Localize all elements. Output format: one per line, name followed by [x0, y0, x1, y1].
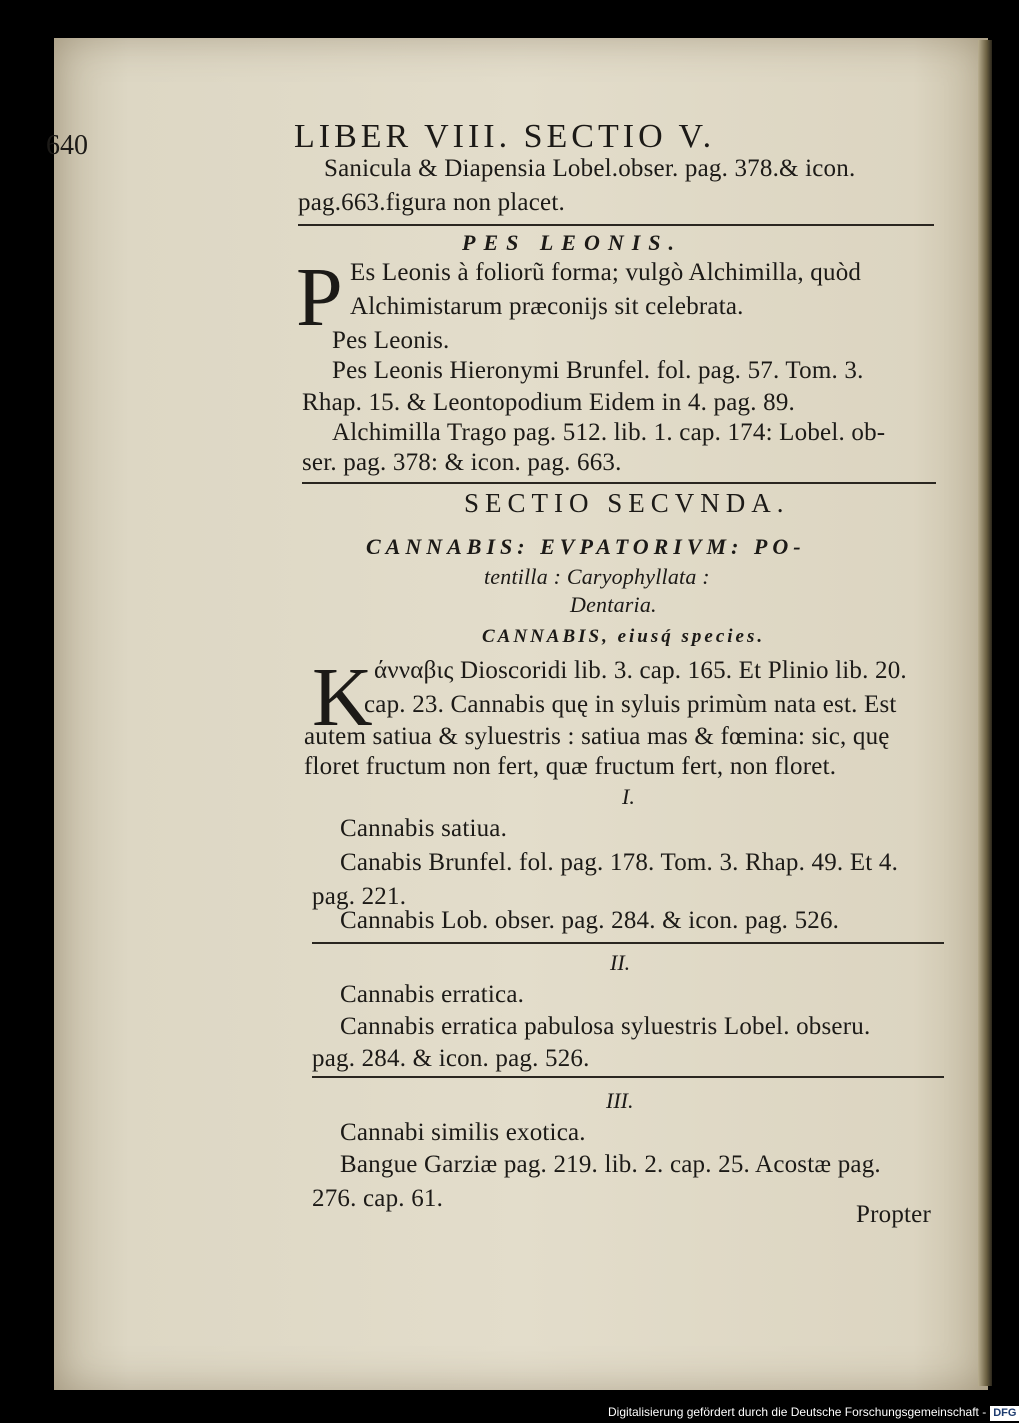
header-title: LIBER VIII. SECTIO V.	[294, 118, 716, 155]
entry-numeral: II.	[610, 950, 631, 975]
dfg-logo: DFG	[990, 1406, 1019, 1421]
text-line: Rhap. 15. & Leontopodium Eidem in 4. pag. 89.	[302, 389, 795, 416]
text-line: Bangue Garziæ pag. 219. lib. 2. cap. 25. Acostæ pag.	[340, 1151, 881, 1178]
text-line: Alchimilla Trago pag. 512. lib. 1. cap. 174: Lobel. ob-	[332, 419, 886, 446]
text-line: autem satiua & syluestris : satiua mas & fœmina: sic, quę	[304, 723, 890, 750]
entry-numeral: III.	[606, 1088, 634, 1113]
catchword: Propter	[856, 1201, 931, 1228]
text-line: pag. 221.	[312, 883, 407, 910]
text-line: Es Leonis à foliorũ forma; vulgò Alchimilla, quòd	[350, 259, 862, 286]
sub-heading: tentilla : Caryophyllata :	[484, 564, 710, 589]
page-number: 640	[46, 130, 88, 161]
text-line: 276. cap. 61.	[312, 1185, 444, 1212]
text-line: άνναβις Dioscoridi lib. 3. cap. 165. Et Plinio lib. 20.	[374, 657, 907, 684]
text-line: Canabis Brunfel. fol. pag. 178. Tom. 3. Rhap. 49. Et 4.	[340, 849, 899, 876]
text-line: Pes Leonis Hieronymi Brunfel. fol. pag. 57. Tom. 3.	[332, 357, 864, 384]
digitization-footer	[608, 1403, 1017, 1421]
drop-cap: P	[296, 251, 343, 344]
running-header	[46, 118, 716, 161]
text-line: Cannabis erratica pabulosa syluestris Lobel. obseru.	[340, 1013, 871, 1040]
text-line: ser. pag. 378: & icon. pag. 663.	[302, 449, 622, 476]
page-edge	[978, 40, 992, 1386]
sub-heading: Dentaria.	[570, 592, 657, 617]
text-line: cap. 23. Cannabis quę in syluis primùm nata est. Est	[364, 691, 897, 718]
section-rule	[302, 482, 936, 484]
text-line: Alchimistarum præconijs sit celebrata.	[350, 293, 744, 320]
text-line: pag. 284. & icon. pag. 526.	[312, 1045, 590, 1072]
text-line: pag.663.figura non placet.	[298, 189, 565, 216]
text-line: Cannabis Lob. obser. pag. 284. & icon. pag. 526.	[340, 907, 840, 934]
text-line: Cannabi similis exotica.	[340, 1119, 586, 1146]
book-page	[46, 38, 988, 1390]
entry-rule	[312, 1076, 944, 1078]
section-heading: SECTIO SECVNDA.	[464, 488, 790, 518]
sub-heading: CANNABIS, eiusq́ species.	[482, 626, 766, 647]
section-heading: PES LEONIS.	[462, 230, 683, 255]
entry-numeral: I.	[622, 784, 635, 809]
sub-heading: CANNABIS: EVPATORIVM: PO-	[366, 534, 806, 559]
entry-rule	[312, 942, 944, 944]
text-line: Cannabis satiua.	[340, 815, 508, 842]
drop-cap: K	[312, 651, 373, 744]
text-line: floret fructum non fert, quæ fructum fert, non floret.	[304, 753, 837, 780]
footer-text: Digitalisierung gefördert durch die Deutsche Forschungsgemeinschaft -	[608, 1405, 987, 1419]
text-line: Sanicula & Diapensia Lobel.obser. pag. 378.& icon.	[324, 155, 856, 182]
text-line: Pes Leonis.	[332, 327, 450, 354]
section-rule	[298, 224, 934, 226]
text-line: Cannabis erratica.	[340, 981, 525, 1008]
